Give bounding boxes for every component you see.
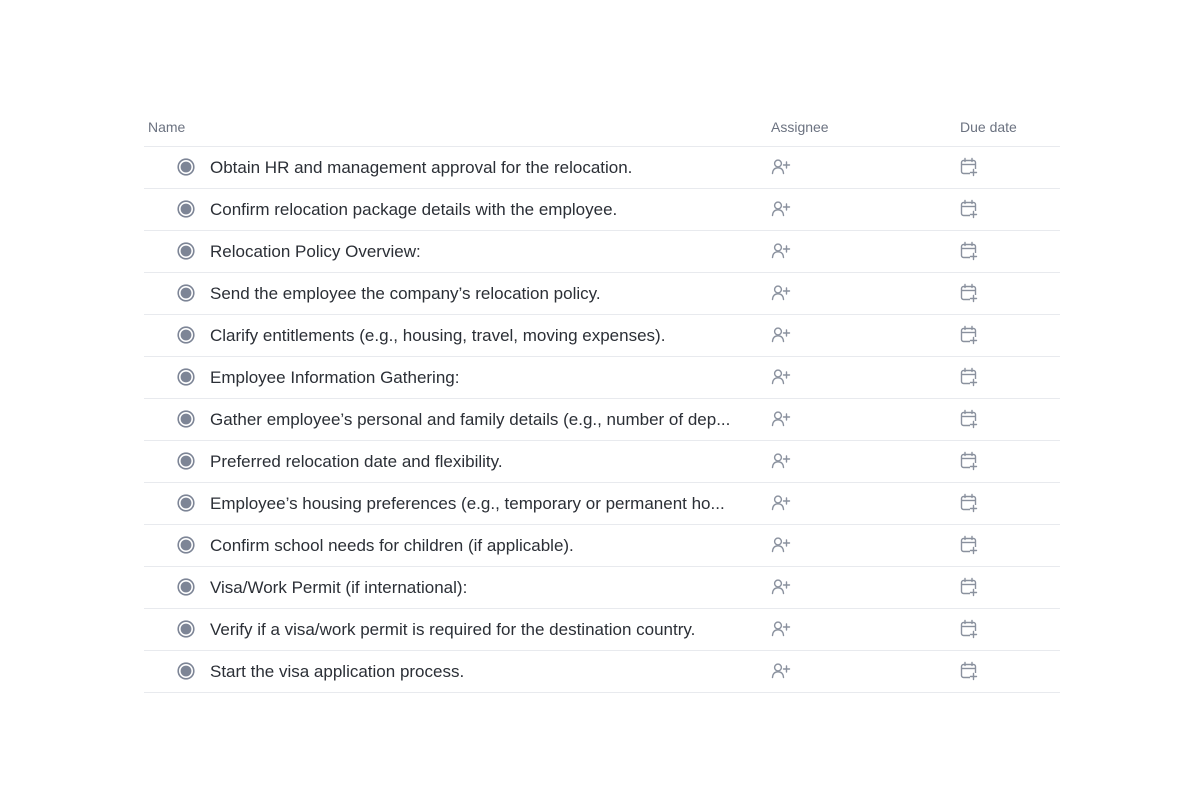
column-header-assignee[interactable]: Assignee <box>771 119 829 135</box>
status-circle-icon[interactable] <box>177 368 195 386</box>
task-name[interactable]: Obtain HR and management approval for the relocation. <box>210 158 633 177</box>
add-due-date-icon[interactable] <box>960 409 978 429</box>
add-assignee-icon[interactable] <box>771 536 791 554</box>
add-assignee-icon[interactable] <box>771 326 791 344</box>
status-circle-icon[interactable] <box>177 242 195 260</box>
add-assignee-icon[interactable] <box>771 662 791 680</box>
add-assignee-icon[interactable] <box>771 494 791 512</box>
add-due-date-icon[interactable] <box>960 283 978 303</box>
task-row[interactable] <box>144 231 1060 273</box>
task-row[interactable] <box>144 441 1060 483</box>
table-header <box>144 106 1060 147</box>
add-due-date-icon[interactable] <box>960 325 978 345</box>
add-assignee-icon[interactable] <box>771 368 791 386</box>
task-name[interactable]: Visa/Work Permit (if international): <box>210 578 468 597</box>
add-assignee-icon[interactable] <box>771 410 791 428</box>
task-row[interactable] <box>144 399 1060 441</box>
add-due-date-icon[interactable] <box>960 619 978 639</box>
add-assignee-icon[interactable] <box>771 158 791 176</box>
status-circle-icon[interactable] <box>177 620 195 638</box>
add-assignee-icon[interactable] <box>771 620 791 638</box>
add-due-date-icon[interactable] <box>960 577 978 597</box>
task-name[interactable]: Send the employee the company’s relocation policy. <box>210 284 601 303</box>
task-name[interactable]: Preferred relocation date and flexibility. <box>210 452 503 471</box>
task-name[interactable]: Relocation Policy Overview: <box>210 242 421 261</box>
status-circle-icon[interactable] <box>177 578 195 596</box>
status-circle-icon[interactable] <box>177 158 195 176</box>
task-row[interactable] <box>144 147 1060 189</box>
task-row[interactable] <box>144 315 1060 357</box>
task-row[interactable] <box>144 525 1060 567</box>
task-row[interactable] <box>144 651 1060 693</box>
status-circle-icon[interactable] <box>177 662 195 680</box>
add-assignee-icon[interactable] <box>771 452 791 470</box>
add-due-date-icon[interactable] <box>960 661 978 681</box>
status-circle-icon[interactable] <box>177 200 195 218</box>
add-due-date-icon[interactable] <box>960 241 978 261</box>
column-header-due-date[interactable]: Due date <box>960 119 1017 135</box>
add-due-date-icon[interactable] <box>960 535 978 555</box>
task-row[interactable] <box>144 567 1060 609</box>
task-name[interactable]: Gather employee’s personal and family details (e.g., number of dep... <box>210 410 731 429</box>
add-due-date-icon[interactable] <box>960 157 978 177</box>
status-circle-icon[interactable] <box>177 410 195 428</box>
add-assignee-icon[interactable] <box>771 200 791 218</box>
add-assignee-icon[interactable] <box>771 242 791 260</box>
task-name[interactable]: Start the visa application process. <box>210 662 465 681</box>
task-row[interactable] <box>144 189 1060 231</box>
add-assignee-icon[interactable] <box>771 284 791 302</box>
status-circle-icon[interactable] <box>177 326 195 344</box>
task-table <box>144 106 1060 693</box>
column-header-name[interactable]: Name <box>148 119 186 135</box>
status-circle-icon[interactable] <box>177 284 195 302</box>
add-due-date-icon[interactable] <box>960 199 978 219</box>
task-rows <box>144 147 1060 693</box>
status-circle-icon[interactable] <box>177 494 195 512</box>
status-circle-icon[interactable] <box>177 536 195 554</box>
task-name[interactable]: Employee Information Gathering: <box>210 368 460 387</box>
add-assignee-icon[interactable] <box>771 578 791 596</box>
task-row[interactable] <box>144 357 1060 399</box>
task-row[interactable] <box>144 483 1060 525</box>
task-name[interactable]: Clarify entitlements (e.g., housing, travel, moving expenses). <box>210 326 666 345</box>
task-name[interactable]: Confirm school needs for children (if applicable). <box>210 536 574 555</box>
status-circle-icon[interactable] <box>177 452 195 470</box>
task-name[interactable]: Verify if a visa/work permit is required for the destination country. <box>210 620 696 639</box>
add-due-date-icon[interactable] <box>960 451 978 471</box>
task-name[interactable]: Confirm relocation package details with the employee. <box>210 200 618 219</box>
task-name[interactable]: Employee’s housing preferences (e.g., temporary or permanent ho... <box>210 494 725 513</box>
add-due-date-icon[interactable] <box>960 367 978 387</box>
task-row[interactable] <box>144 273 1060 315</box>
add-due-date-icon[interactable] <box>960 493 978 513</box>
task-row[interactable] <box>144 609 1060 651</box>
